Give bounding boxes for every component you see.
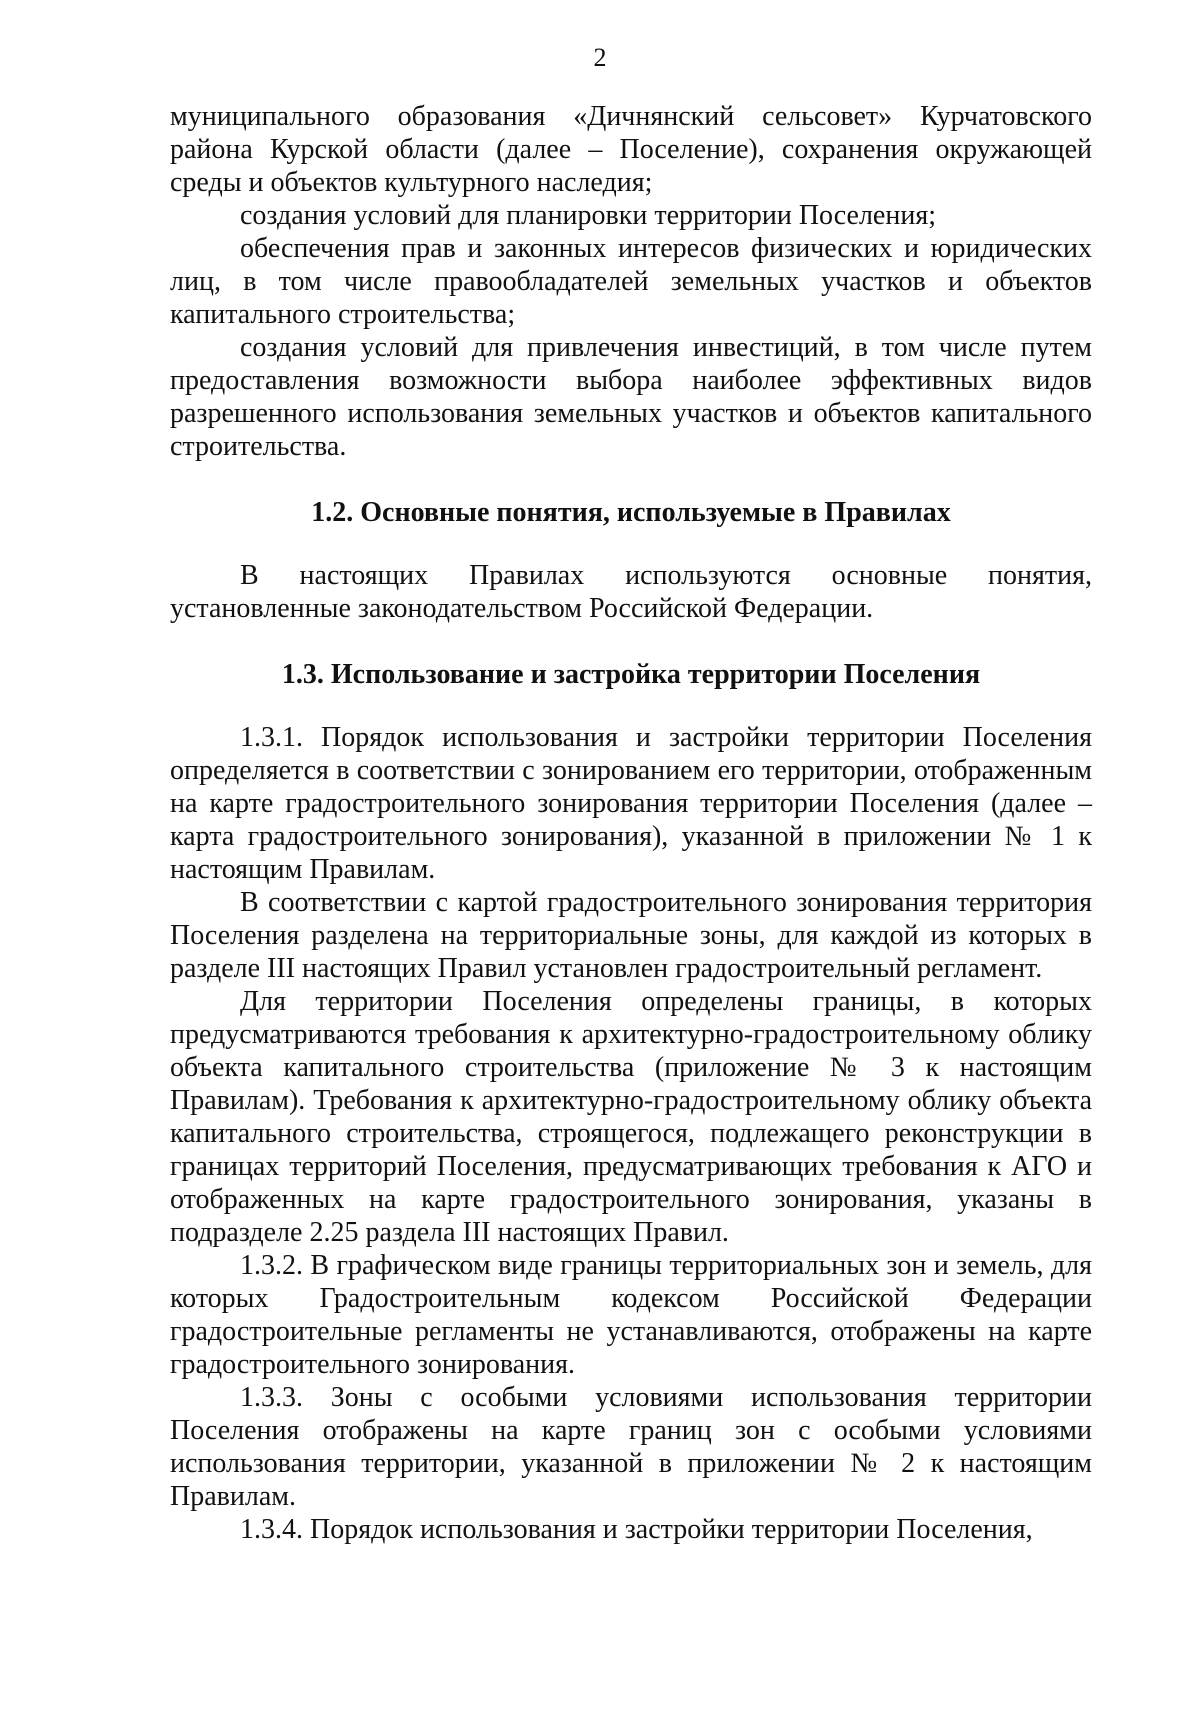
paragraph-1-3-4: 1.3.4. Порядок использования и застройки территории Поселения,	[240, 1514, 1033, 1545]
section-heading-1-2: 1.2. Основные понятия, используемые в Правилах	[311, 497, 951, 528]
document-body	[170, 100, 1092, 1546]
paragraph-continuation: муниципального образования «Дичнянский сельсовет» Курчатовского района Курской области (далее – Поселение), сохранения окружающей среды и объектов культурного наследия;	[170, 101, 1092, 198]
paragraph-zoning-map: В соответствии с картой градостроительного зонирования территория Поселения разделена на территориальные зоны, для каждой из которых в разделе III настоящих Правил установлен градостроительный регламент.	[170, 887, 1092, 984]
paragraph-1-3-1: 1.3.1. Порядок использования и застройки территории Поселения определяется в соответствии с зонированием его территории, отображенным на карте градостроительного зонирования территории Поселения (далее – карта градостроительного зонирования), указанной в приложении № 1 к настоящим Правилам.	[170, 722, 1092, 885]
paragraph-rights: обеспечения прав и законных интересов физических и юридических лиц, в том числе правообладателей земельных участков и объектов капитального строительства;	[170, 233, 1092, 330]
paragraph-planning: создания условий для планировки территории Поселения;	[240, 200, 936, 231]
paragraph-1-3-2: 1.3.2. В графическом виде границы территориальных зон и земель, для которых Градостроительным кодексом Российской Федерации градостроительные регламенты не устанавливаются, отображены на карте градостроительного зонирования.	[170, 1250, 1092, 1380]
paragraph-investments: создания условий для привлечения инвестиций, в том числе путем предоставления возможности выбора наиболее эффективных видов разрешенного использования земельных участков и объектов капитального строительства.	[170, 332, 1092, 462]
paragraph-basic-concepts: В настоящих Правилах используются основные понятия, установленные законодательством Российской Федерации.	[170, 560, 1092, 624]
page-number: 2	[593, 43, 607, 72]
paragraph-1-3-3: 1.3.3. Зоны с особыми условиями использования территории Поселения отображены на карте границ зон с особыми условиями использования территории, указанной в приложении № 2 к настоящим Правилам.	[170, 1382, 1092, 1512]
section-heading-1-3: 1.3. Использование и застройка территории Поселения	[281, 659, 981, 690]
paragraph-ago-requirements: Для территории Поселения определены границы, в которых предусматриваются требования к архитектурно-градостроительному облику объекта капитального строительства (приложение № 3 к настоящим Правилам). Требования к архитектурно-градостроительному облику объекта капитального строительства, строящегося, подлежащего реконструкции в границах территорий Поселения, предусматривающих требования к АГО и отображенных на карте градостроительного зонирования, указаны в подразделе 2.25 раздела III настоящих Правил.	[170, 986, 1092, 1248]
